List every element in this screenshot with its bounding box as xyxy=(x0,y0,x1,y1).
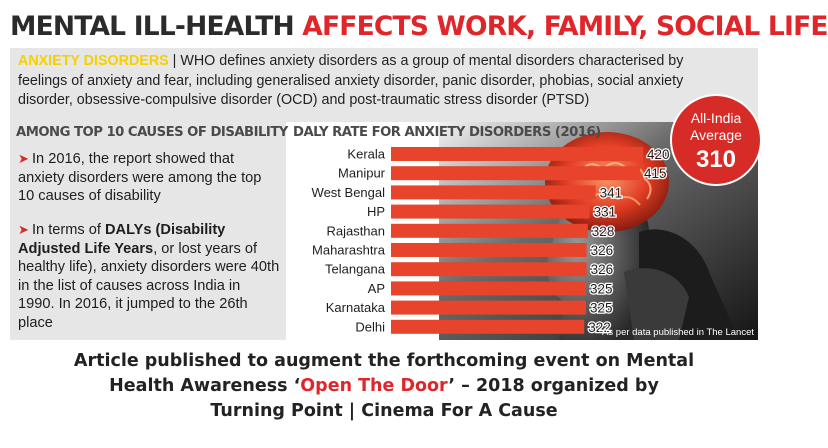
left-panel xyxy=(10,122,286,340)
category-label: Rajasthan xyxy=(326,223,385,239)
category-label: HP xyxy=(366,204,385,220)
average-badge-value: 310 xyxy=(695,146,737,173)
bar xyxy=(391,147,643,161)
bullet-2-pre: In terms of xyxy=(32,222,105,238)
headline xyxy=(10,10,828,44)
value-label: 325 xyxy=(590,300,613,316)
caption-line2 xyxy=(0,374,768,399)
value-label: 331 xyxy=(593,204,617,220)
bullet-1-text: In 2016, the report showed that anxiety disorders were among the top 10 causes of disability xyxy=(18,151,262,204)
caption-line3: Turning Point | Cinema For A Cause xyxy=(210,401,558,421)
definition-text xyxy=(18,52,708,111)
caption-event-name: Open The Door xyxy=(300,376,449,396)
footnote: *As per data published in The Lancet xyxy=(598,327,754,338)
category-label: AP xyxy=(367,280,385,296)
bar xyxy=(391,224,588,238)
value-label: 326 xyxy=(590,262,614,278)
bullet-2-post: , or lost years of healthy life), anxiety disorders were 40th in the list of causes across India in 1990. In 2016, it jumped to the 26th place xyxy=(18,240,280,331)
bar xyxy=(391,320,584,334)
definition-box xyxy=(10,48,758,122)
bullet-2 xyxy=(18,221,280,332)
value-label: 325 xyxy=(590,281,613,297)
value-label: 326 xyxy=(590,243,614,258)
category-label: West Bengal xyxy=(311,184,385,200)
bullet-2-bold: DALYs (Disability Adjusted Life Years xyxy=(18,222,226,257)
bar xyxy=(391,185,596,199)
caption xyxy=(0,349,768,424)
definition-tag: ANXIETY DISORDERS xyxy=(18,53,169,69)
bullet-arrow-icon: ➤ xyxy=(18,222,29,237)
category-label: Manipur xyxy=(338,165,385,181)
average-badge-line1: All-India xyxy=(690,110,742,126)
category-label: Maharashtra xyxy=(312,242,385,258)
category-label: Kerala xyxy=(347,146,385,162)
bullet-1 xyxy=(18,150,280,206)
value-label: 322 xyxy=(588,319,611,335)
average-badge xyxy=(672,96,760,184)
caption-line2-post: ’ – 2018 organized by xyxy=(448,376,659,396)
bar xyxy=(391,205,590,219)
bullet-arrow-icon: ➤ xyxy=(18,151,29,166)
definition-body: | WHO defines anxiety disorders as a group of mental disorders characterised by feelings of anxiety and fear, including generalised anxiety disorder, panic disorder, phobias, social anxiety disorder, obsessive-compulsive disorder (OCD) and post-traumatic stress disorder (PTSD) xyxy=(18,53,684,108)
bar xyxy=(391,281,586,295)
bar xyxy=(391,243,587,257)
infographic xyxy=(10,10,828,340)
left-panel-title: AMONG TOP 10 CAUSES OF DISABILITY xyxy=(16,125,288,140)
headline-part1: MENTAL ILL-HEALTH xyxy=(10,11,303,42)
value-label: 341 xyxy=(599,185,623,201)
category-label: Karnataka xyxy=(325,300,385,316)
category-label: Telangana xyxy=(325,261,385,277)
headline-part2: AFFECTS WORK, FAMILY, SOCIAL LIFE xyxy=(302,11,828,42)
value-label: 420 xyxy=(647,147,670,162)
chart-title: DALY RATE FOR ANXIETY DISORDERS (2016) xyxy=(293,125,601,140)
bar xyxy=(391,262,587,276)
bar xyxy=(391,166,640,180)
value-label: 328 xyxy=(591,223,615,239)
caption-line2-pre: Health Awareness ‘ xyxy=(109,376,301,396)
caption-line1: Article published to augment the forthcoming event on Mental xyxy=(73,351,695,371)
bar xyxy=(391,301,586,315)
value-label: 415 xyxy=(644,166,667,182)
category-label: Delhi xyxy=(355,319,385,335)
average-badge-line2: Average xyxy=(690,127,742,143)
